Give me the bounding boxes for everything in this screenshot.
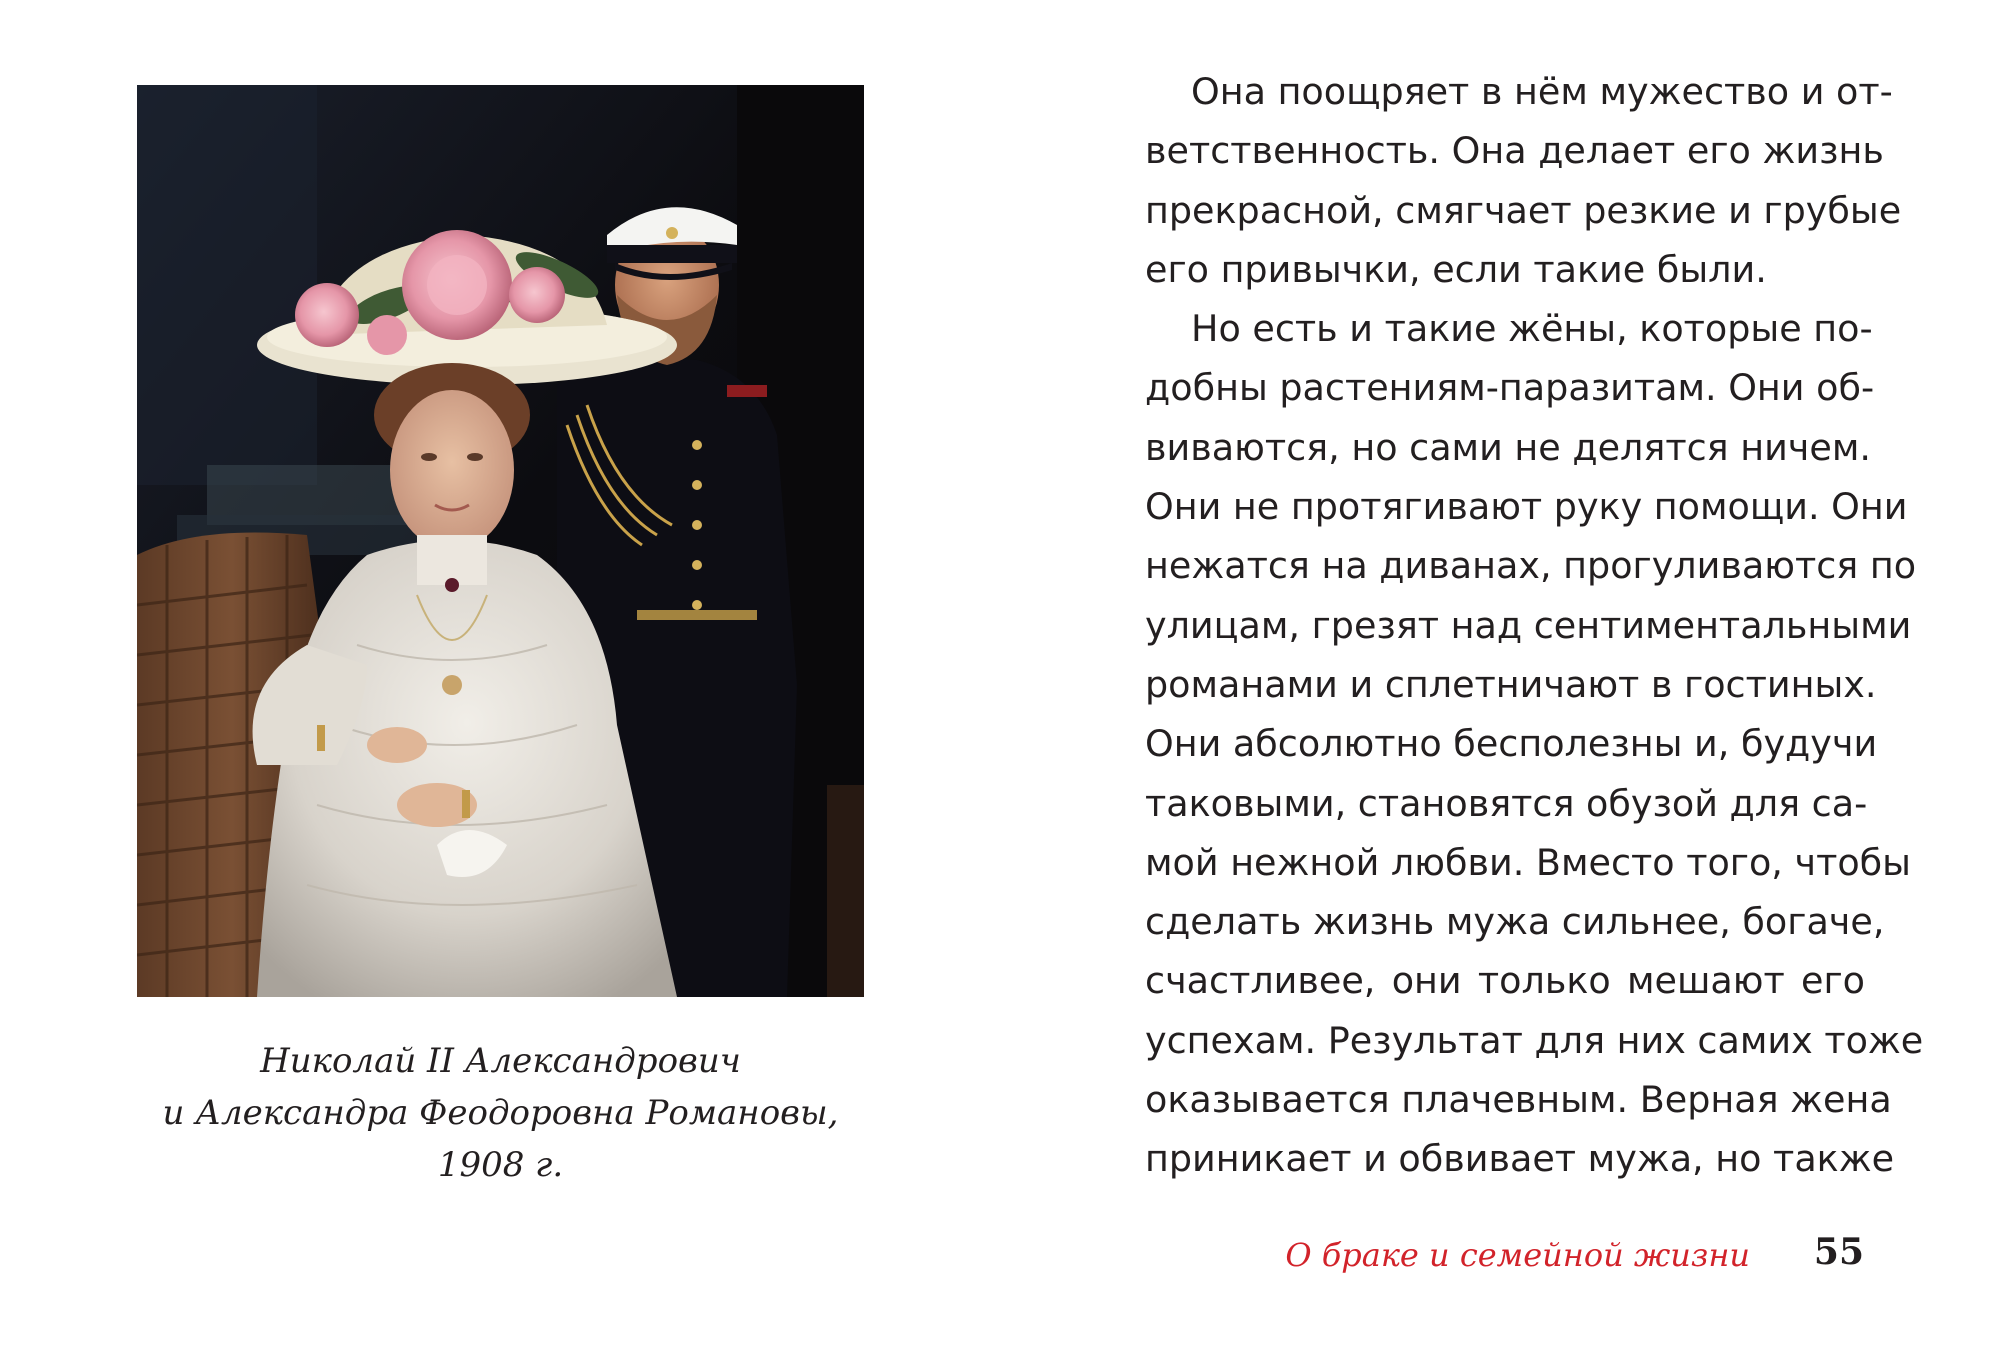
text-line: приникает и обвивает мужа, но также (1145, 1137, 1895, 1181)
photograph-illustration (137, 85, 864, 997)
text-line: нежатся на диванах, прогуливаются по (1145, 544, 1917, 588)
caption-line: и Александра Феодоровна Романовы, (162, 1093, 839, 1133)
historical-photograph (137, 85, 864, 997)
text-line: Она поощряет в нём мужество и от- (1191, 70, 1893, 113)
text-line: прекрасной, смягчает резкие и грубые (1145, 188, 1902, 232)
text-line: его привычки, если такие были. (1145, 247, 1767, 291)
text-line: романами и сплетничают в гостиных. (1145, 662, 1877, 706)
text-line: мой нежной любви. Вместо того, чтобы (1145, 840, 1912, 884)
text-line: добны растениям-паразитам. Они об- (1145, 366, 1875, 410)
text-line: счастливее, они только мешают его (1145, 959, 1865, 1003)
caption-line: 1908 г. (437, 1145, 564, 1185)
text-line: Они не протягивают руку помощи. Они (1145, 485, 1908, 529)
body-text (1145, 62, 1924, 1189)
text-line: Они абсолютно бесполезны и, будучи (1145, 722, 1878, 766)
text-line: ветственность. Она делает его жизнь (1145, 129, 1884, 173)
text-line: улицам, грезят над сентиментальными (1145, 603, 1912, 647)
text-line: успехам. Результат для них самих тоже (1145, 1018, 1924, 1062)
text-line: виваются, но сами не делятся ничем. (1145, 425, 1871, 469)
text-line: таковыми, становятся обузой для са- (1145, 781, 1868, 825)
page-number: 55 (1813, 1231, 1864, 1273)
text-line: Но есть и такие жёны, которые по- (1191, 307, 1873, 351)
text-line: оказывается плачевным. Верная жена (1145, 1078, 1892, 1122)
caption-line: Николай II Александрович (260, 1041, 741, 1081)
running-title: О браке и семейной жизни (1285, 1236, 1750, 1274)
text-line: сделать жизнь мужа сильнее, богаче, (1145, 900, 1885, 944)
photo-caption (137, 1035, 864, 1191)
